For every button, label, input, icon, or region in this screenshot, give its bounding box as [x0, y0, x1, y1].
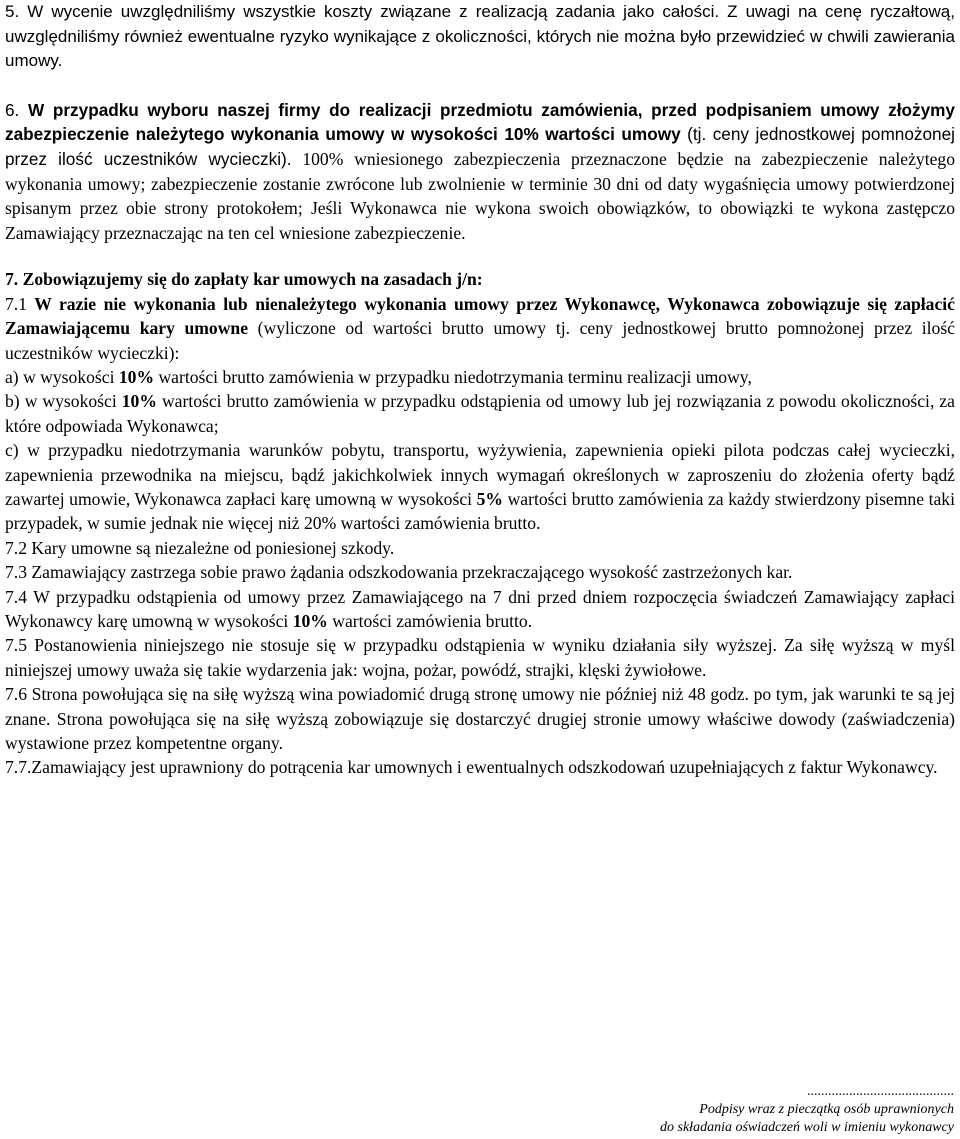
paragraph-7-7: 7.7.Zamawiający jest uprawniony do potrącenia kar umownych i ewentualnych odszkodowań uzupełniających z faktur Wykonawcy.	[5, 757, 938, 778]
paragraph-7-6: 7.6 Strona powołująca się na siłę wyższą wina powiadomić drugą stronę umowy nie później niż 48 godz. po tym, jak warunki te są jej znane. Strona powołująca się na siłę wyższą zobowiązuje się dostarczyć drugiej stronie umowy właściwe dowody (zaświadczenia) wystawione przez kompetentne organy.	[5, 684, 955, 754]
document-page	[5, 0, 955, 780]
item-a: a) w wysokości 10% wartości brutto zamówienia w przypadku niedotrzymania terminu realizacji umowy,	[5, 366, 752, 387]
paragraph-7-3: 7.3 Zamawiający zastrzega sobie prawo żądania odszkodowania przekraczającego wysokość zastrzeżonych kar.	[5, 562, 793, 583]
section-7	[5, 267, 955, 780]
item-b: b) w wysokości 10% wartości brutto zamówienia w przypadku odstąpienia od umowy lub jej rozwiązania z powodu okoliczności, za które odpowiada Wykonawca;	[5, 391, 955, 436]
item-c: c) w przypadku niedotrzymania warunków pobytu, transportu, wyżywienia, zapewnienia opieki pilota podczas całej wycieczki, zapewnienia przewodnika na miejscu, bądź jakichkolwiek innych wymagań określonych w zaproszeniu do złożenia oferty bądź zawartej umowie, Wykonawca zapłaci karę umowną w wysokości 5% wartości brutto zamówienia za każdy stwierdzony pisemne taki przypadek, w sumie jednak nie więcej niż 20% wartości zamówienia brutto.	[5, 440, 955, 534]
paragraph-7-1: 7.1 W razie nie wykonania lub nienależytego wykonania umowy przez Wykonawcę, Wykonawca zobowiązuje się zapłacić Zamawiającemu kary umowne (wyliczone od wartości brutto umowy tj. ceny jednostkowej brutto pomnożonej przez ilość uczestników wycieczki):	[5, 293, 955, 363]
paragraph-7-2: 7.2 Kary umowne są niezależne od poniesionej szkody.	[5, 537, 395, 558]
paragraph-7-5: 7.5 Postanowienia niniejszego nie stosuje się w przypadku odstąpienia w wyniku działania siły wyższej. Za siłę wyższą w myśl niniejszej umowy uważa się takie wydarzenia jak: wojna, pożar, powódź, strajki, klęski żywiołowe.	[5, 635, 955, 680]
section-7-heading: 7. Zobowiązujemy się do zapłaty kar umowych na zasadach j/n:	[5, 269, 483, 290]
paragraph-6-sans: (tj. ceny jednostkowej pomnożonej przez ilość uczestników wycieczki).	[5, 124, 955, 169]
signature-line-1: Podpisy wraz z pieczątką osób uprawnionych	[699, 1102, 954, 1117]
paragraph-6-number: 6.	[5, 99, 20, 120]
paragraph-6	[5, 98, 955, 246]
paragraph-6-bold: W przypadku wyboru naszej firmy do realizacji przedmiotu zamówienia, przed podpisaniem umowy złożymy zabezpieczenie należytego wykonania umowy w wysokości 10% wartości umowy	[5, 99, 955, 145]
signature-dots: ..........................................	[807, 1084, 954, 1099]
signature-block	[660, 1083, 954, 1137]
signature-line-2: do składania oświadczeń woli w imieniu wykonawcy	[660, 1120, 954, 1135]
paragraph-5: 5. W wycenie uwzględniliśmy wszystkie koszty związane z realizacją zadania jako całości. Z uwagi na cenę ryczałtową, uwzględniliśmy również ewentualne ryzyko wynikające z okoliczności, których nie można było przewidzieć w chwili zawierania umowy.	[5, 2, 955, 71]
paragraph-6-serif: 100% wniesionego zabezpieczenia przeznaczone będzie na zabezpieczenie należytego wykonania umowy; zabezpieczenie zostanie zwrócone lub zwolnienie w terminie 30 dni od daty wygaśnięcia umowy potwierdzonej spisanym przez obie strony protokołem; Jeśli Wykonawca nie wykona swoich obowiązków, to obowiązki te wykona zastępczo Zamawiający przeznaczając na ten cel wniesione zabezpieczenie.	[5, 148, 955, 243]
paragraph-7-4: 7.4 W przypadku odstąpienia od umowy przez Zamawiającego na 7 dni przed dniem rozpoczęcia świadczeń Zamawiający zapłaci Wykonawcy karę umowną w wysokości 10% wartości zamówienia brutto.	[5, 586, 955, 632]
